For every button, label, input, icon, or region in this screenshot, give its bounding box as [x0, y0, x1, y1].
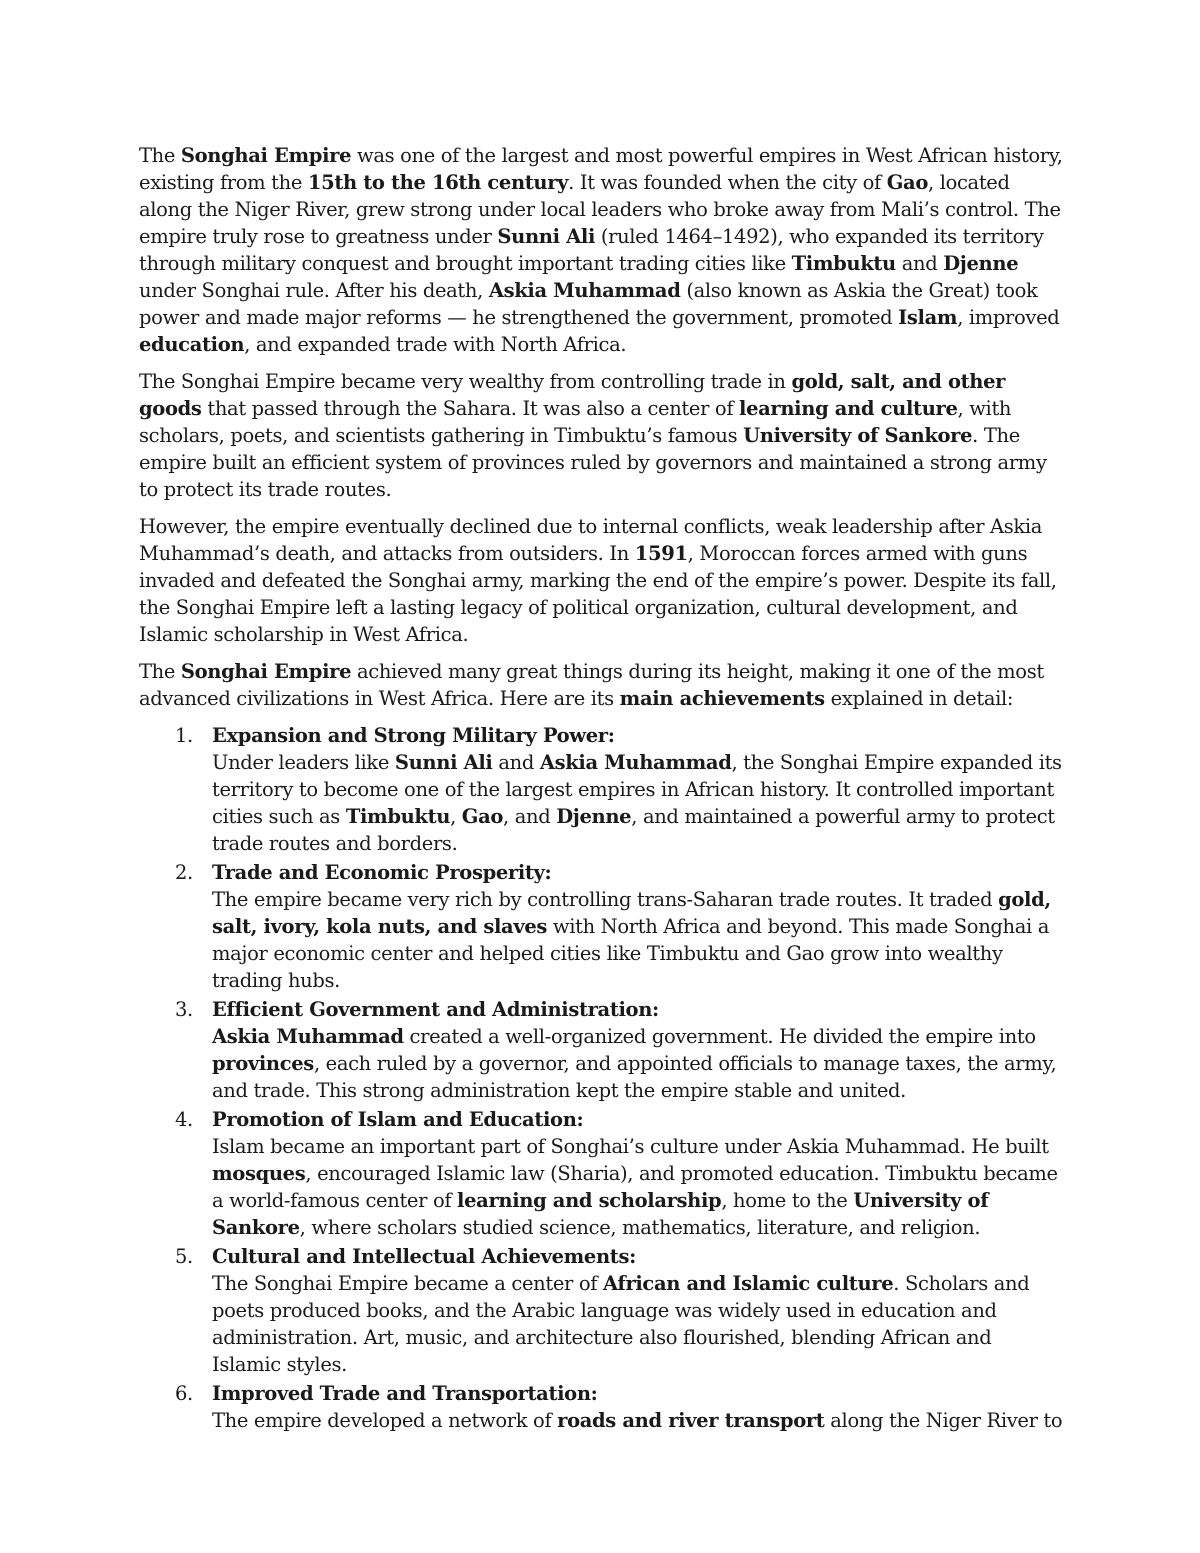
text-run: However, the empire eventually declined due to internal conflicts, weak leadership after Askia Muhammad’s death, and attacks from outsiders. In [139, 515, 1043, 565]
text-run: and [492, 751, 540, 774]
text-run: , encouraged Islamic law (Sharia), and promoted education. Timbuktu became a world-famous center of [212, 1162, 1058, 1212]
bold-text: mosques [212, 1162, 306, 1185]
bold-text: learning and culture [739, 397, 958, 420]
text-run: that passed through the Sahara. It was also a center of [201, 397, 740, 420]
text-run: was one of the largest and most powerful empires in West African history, existing from the [139, 144, 1063, 194]
bold-text: 1591 [634, 542, 688, 565]
achievement-item [139, 859, 1064, 994]
text-run: . The empire built an efficient system of provinces ruled by governors and maintained a strong army to protect its trade routes. [139, 424, 1047, 501]
text-run: (ruled 1464–1492), who expanded its territory through military conquest and brought important trading cities like [139, 225, 1044, 275]
bold-text: Songhai Empire [180, 144, 352, 167]
text-run: , Moroccan forces armed with guns invaded and defeated the Songhai army, marking the end of the empire’s power. Despite its fall, the Songhai Empire left a lasting legacy of political organization, cultural development, and Islamic scholarship in West Africa. [139, 542, 1057, 646]
achievement-heading: Efficient Government and Administration: [212, 998, 659, 1021]
text-run: . Scholars and poets produced books, and the Arabic language was widely used in education and administration. Art, music, and architecture also flourished, blending African and Islamic styles. [212, 1272, 1030, 1376]
bold-text: Sunni Ali [497, 225, 595, 248]
bold-text: gold, salt, ivory, kola nuts, and slaves [212, 888, 1051, 938]
paragraph-2 [139, 368, 1064, 503]
text-run: . It was founded when the city of [568, 171, 887, 194]
text-run: , and expanded trade with North Africa. [244, 333, 627, 356]
text-run: The empire developed a network of [212, 1409, 558, 1432]
bold-text: provinces [212, 1052, 314, 1075]
text-run: , and [503, 805, 557, 828]
achievement-heading: Expansion and Strong Military Power: [212, 724, 615, 747]
text-run: along the Niger River to [824, 1409, 1063, 1432]
text-run: The Songhai Empire became a center of [212, 1272, 603, 1295]
achievement-heading: Promotion of Islam and Education: [212, 1108, 584, 1131]
bold-text: Timbuktu [791, 252, 896, 275]
achievement-heading: Trade and Economic Prosperity: [212, 861, 552, 884]
bold-text: Askia Muhammad [539, 751, 732, 774]
achievement-heading: Improved Trade and Transportation: [212, 1382, 598, 1405]
achievement-description [212, 886, 1064, 994]
text-run: achieved many great things during its height, making it one of the most advanced civilizations in West Africa. Here are its [139, 660, 1044, 710]
bold-text: Askia Muhammad [488, 279, 681, 302]
text-run: The Songhai Empire became very wealthy from controlling trade in [139, 370, 792, 393]
text-run: Islam became an important part of Songhai’s culture under Askia Muhammad. He built [212, 1135, 1049, 1158]
achievement-item [139, 1380, 1064, 1434]
bold-text: University of Sankore [743, 424, 973, 447]
bold-text: African and Islamic culture [602, 1272, 894, 1295]
text-run: explained in detail: [824, 687, 1014, 710]
achievement-description [212, 749, 1064, 857]
achievement-heading: Cultural and Intellectual Achievements: [212, 1245, 636, 1268]
text-run: , with scholars, poets, and scientists gathering in Timbuktu’s famous [139, 397, 1012, 447]
text-run: created a well-organized government. He divided the empire into [403, 1025, 1036, 1048]
bold-text: Djenne [943, 252, 1019, 275]
paragraph-4 [139, 658, 1064, 712]
text-run: , [450, 805, 462, 828]
list-number: 5. [175, 1245, 193, 1268]
list-number: 1. [175, 724, 193, 747]
bold-text: Gao [886, 171, 928, 194]
text-run: , and maintained a powerful army to protect trade routes and borders. [212, 805, 1055, 855]
achievement-description [212, 1270, 1064, 1378]
achievement-description [212, 1133, 1064, 1241]
text-run: and [895, 252, 944, 275]
text-run: , where scholars studied science, mathematics, literature, and religion. [299, 1216, 981, 1239]
paragraph-1 [139, 142, 1064, 358]
bold-text: 15th to the 16th century [307, 171, 569, 194]
text-run: The [139, 144, 181, 167]
document-body [139, 142, 1064, 1436]
achievement-item [139, 1243, 1064, 1378]
achievement-description [212, 1407, 1064, 1434]
bold-text: learning and scholarship [457, 1189, 722, 1212]
bold-text: Djenne [556, 805, 632, 828]
bold-text: Songhai Empire [180, 660, 352, 683]
bold-text: Sunni Ali [394, 751, 493, 774]
text-run: , home to the [721, 1189, 854, 1212]
text-run: (also known as Askia the Great) took power and made major reforms — he strengthened the government, promoted [139, 279, 1038, 329]
bold-text: Gao [461, 805, 504, 828]
bold-text: Timbuktu [345, 805, 451, 828]
bold-text: gold, salt, and other goods [139, 370, 1006, 420]
bold-text: Askia Muhammad [212, 1025, 404, 1048]
list-number: 4. [175, 1108, 193, 1131]
text-run: The empire became very rich by controlling trans-Saharan trade routes. It traded [212, 888, 999, 911]
bold-text: education [139, 333, 245, 356]
text-run: The [139, 660, 181, 683]
text-run: , located along the Niger River, grew strong under local leaders who broke away from Mali’s control. The empire truly rose to greatness under [139, 171, 1061, 248]
bold-text: Islam [898, 306, 958, 329]
text-run: , improved [957, 306, 1060, 329]
paragraph-3 [139, 513, 1064, 648]
achievement-item [139, 996, 1064, 1104]
text-run: with North Africa and beyond. This made Songhai a major economic center and helped cities like Timbuktu and Gao grow into wealthy trading hubs. [212, 915, 1050, 992]
achievement-item [139, 722, 1064, 857]
list-number: 3. [175, 998, 193, 1021]
text-run: Under leaders like [212, 751, 395, 774]
achievement-item [139, 1106, 1064, 1241]
bold-text: main achievements [619, 687, 825, 710]
text-run: under Songhai rule. After his death, [139, 279, 489, 302]
achievement-description [212, 1023, 1064, 1104]
list-number: 6. [175, 1382, 193, 1405]
bold-text: University of Sankore [212, 1189, 989, 1239]
achievements-list [139, 722, 1064, 1434]
list-number: 2. [175, 861, 193, 884]
bold-text: roads and river transport [557, 1409, 825, 1432]
text-run: , the Songhai Empire expanded its territory to become one of the largest empires in African history. It controlled important cities such as [212, 751, 1062, 828]
intro-paragraphs [139, 142, 1064, 712]
text-run: , each ruled by a governor, and appointed officials to manage taxes, the army, and trade. This strong administration kept the empire stable and united. [212, 1052, 1057, 1102]
